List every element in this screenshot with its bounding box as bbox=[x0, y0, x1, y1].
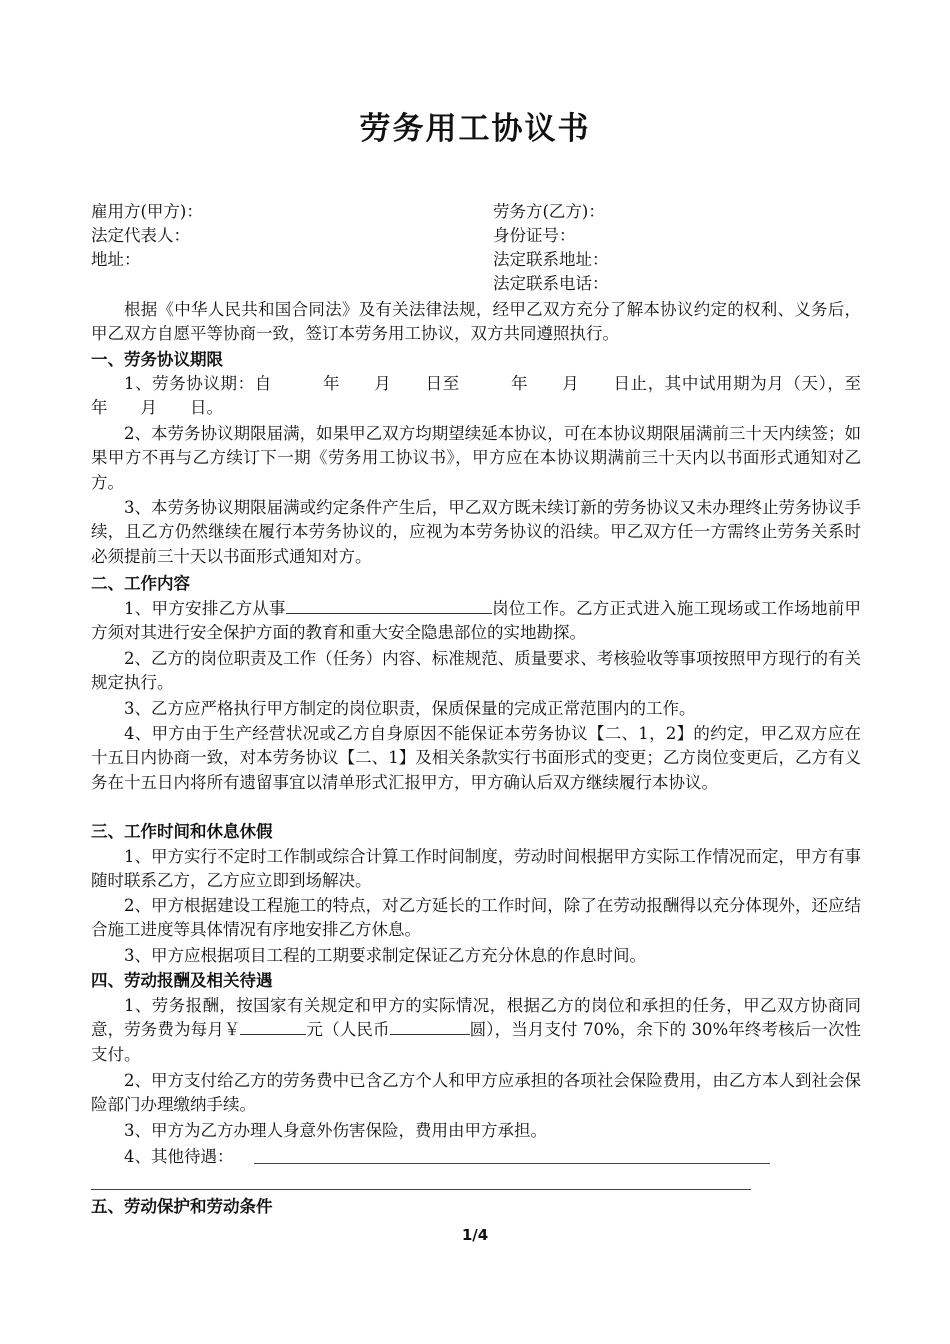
document-title: 劳务用工协议书 bbox=[359, 111, 591, 147]
section-3-clause-1: 1、甲方实行不定时工作制或综合计算工作时间制度，劳动时间根据甲方实际工作情况而定，甲方有事随时联系乙方，乙方应立即到场解决。 bbox=[91, 847, 861, 891]
job-position-blank bbox=[286, 597, 492, 614]
clause-text: 1、甲方安排乙方从事 bbox=[124, 599, 286, 618]
section-2-clause-3: 3、乙方应严格执行甲方制定的岗位职责，保质保量的完成正常范围内的工作。 bbox=[124, 699, 696, 718]
section-1-clause-3: 3、本劳务协议期限届满或约定条件产生后，甲乙双方既未续订新的劳务协议又未办理终止劳务协议手续，且乙方仍然继续在履行本劳务协议的，应视为本劳务协议的沿续。甲乙双方任一方需终止劳务关系时必须提前三十天以书面形式通知对方。 bbox=[91, 498, 861, 566]
section-2-heading: 二、工作内容 bbox=[91, 574, 190, 593]
section-2-clause-1 bbox=[91, 597, 861, 646]
section-4-clause-2: 2、甲方支付给乙方的劳务费中已含乙方个人和甲方应承担的各项社会保险费用，由乙方本人到社会保险部门办理缴纳手续。 bbox=[91, 1071, 861, 1115]
legal-rep-label: 法定代表人： bbox=[91, 226, 190, 245]
id-number-label: 身份证号： bbox=[493, 226, 576, 245]
section-5-heading: 五、劳动保护和劳动条件 bbox=[91, 1197, 273, 1216]
intro-paragraph: 根据《中华人民共和国合同法》及有关法律法规，经甲乙双方充分了解本协议约定的权利、义务后，甲乙双方自愿平等协商一致，签订本劳务用工协议，双方共同遵照执行。 bbox=[91, 300, 861, 344]
section-3-clause-3: 3、甲方应根据项目工程的工期要求制定保证乙方充分休息的作息时间。 bbox=[124, 946, 646, 965]
worker-label: 劳务方(乙方)： bbox=[493, 202, 605, 221]
clause-text: 岗位工作。乙方正式进入施工现场或工作场地前甲方须对其进行安全保护方面的教育和重大安全隐患部位的实地勘探。 bbox=[91, 599, 861, 643]
rmb-amount-blank bbox=[390, 1018, 470, 1035]
section-1-clause-2: 2、本劳务协议期限届满，如果甲乙双方均期望续延本协议，可在本协议期限届满前三十天内续签；如果甲方不再与乙方续订下一期《劳务用工协议书》，甲方应在本协议期满前三十天内以书面形式通知对乙方。 bbox=[91, 424, 861, 492]
section-4-heading: 四、劳动报酬及相关待遇 bbox=[91, 971, 273, 990]
section-4-clause-4: 4、其他待遇： bbox=[124, 1147, 234, 1166]
section-1-clause-1: 1、劳务协议期：自 年 月 日至 年 月 日止，其中试用期为月（天），至 年 月 日。 bbox=[91, 374, 911, 418]
section-3-heading: 三、工作时间和休息休假 bbox=[91, 822, 273, 841]
clause-text: 圆），当月支付 70%，余下的 30%年终考核后一次性支付。 bbox=[91, 1020, 862, 1064]
clause-text: 1、劳务报酬，按国家有关规定和甲方的实际情况，根据乙方的岗位和承担的任务，甲乙双方协商同意，劳务费为每月￥ bbox=[91, 996, 861, 1040]
section-2-clause-2: 2、乙方的岗位职责及工作（任务）内容、标准规范、质量要求、考核验收等事项按照甲方现行的有关规定执行。 bbox=[91, 649, 861, 693]
contact-phone-label: 法定联系电话： bbox=[493, 274, 609, 293]
contact-address-label: 法定联系地址： bbox=[493, 250, 609, 269]
section-2-clause-4: 4、甲方由于生产经营状况或乙方自身原因不能保证本劳务协议【二、1，2】的约定，甲乙双方应在十五日内协商一致，对本劳务协议【二、1】及相关条款实行书面形式的变更；乙方岗位变更后，乙方有义务在十五日内将所有遗留事宜以清单形式汇报甲方，甲方确认后双方继续履行本协议。 bbox=[91, 724, 861, 792]
section-1-heading: 一、劳务协议期限 bbox=[91, 350, 223, 369]
clause-text: 元（人民币 bbox=[306, 1020, 390, 1040]
page-number: 1/4 bbox=[461, 1226, 489, 1244]
section-3-clause-2: 2、甲方根据建设工程施工的特点，对乙方延长的工作时间，除了在劳动报酬得以充分体现外，还应结合施工进度等具体情况有序地安排乙方休息。 bbox=[91, 896, 861, 940]
employer-label: 雇用方(甲方)： bbox=[91, 202, 203, 221]
section-4-clause-3: 3、甲方为乙方办理人身意外伤害保险，费用由甲方承担。 bbox=[124, 1121, 547, 1140]
address-label: 地址： bbox=[91, 250, 141, 269]
other-benefits-blank-2 bbox=[91, 1189, 751, 1190]
other-benefits-blank bbox=[254, 1163, 770, 1164]
monthly-fee-blank bbox=[240, 1018, 306, 1035]
section-4-clause-1 bbox=[91, 994, 861, 1067]
